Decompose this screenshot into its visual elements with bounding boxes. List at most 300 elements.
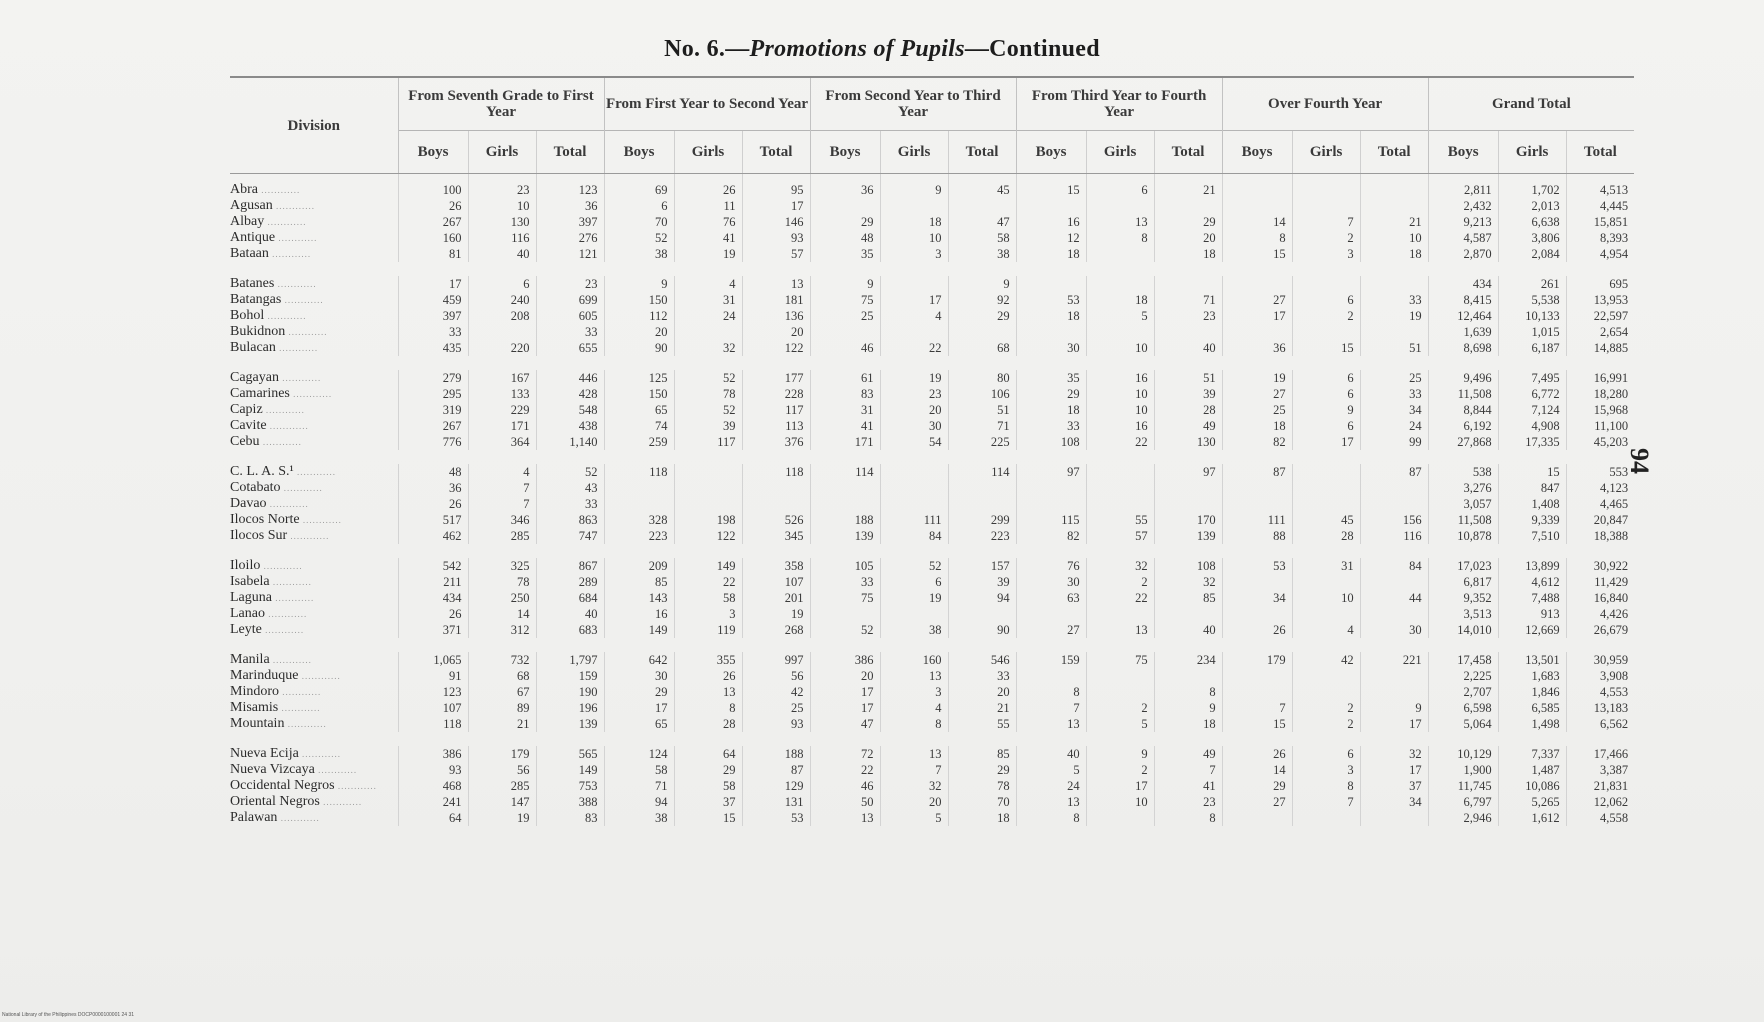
table-cell: 355 xyxy=(674,652,742,668)
table-cell: 78 xyxy=(674,386,742,402)
table-cell: 85 xyxy=(948,746,1016,762)
table-cell: 18 xyxy=(1016,308,1086,324)
table-cell: 157 xyxy=(948,558,1016,574)
table-cell: 113 xyxy=(742,418,810,434)
table-cell: 82 xyxy=(1016,528,1086,544)
table-cell: 48 xyxy=(398,464,468,480)
leader-dots: ............ xyxy=(278,703,321,713)
table-cell xyxy=(468,324,536,340)
table-cell: 12,669 xyxy=(1498,622,1566,638)
table-cell xyxy=(1292,324,1360,340)
table-cell: 15 xyxy=(674,810,742,826)
division-label: Cagayan xyxy=(230,370,279,385)
table-cell: 75 xyxy=(810,590,880,606)
table-cell: 8 xyxy=(1086,230,1154,246)
table-cell: 18 xyxy=(1154,246,1222,262)
table-cell xyxy=(1292,276,1360,292)
table-cell: 179 xyxy=(468,746,536,762)
table-cell: 105 xyxy=(810,558,880,574)
table-cell: 28 xyxy=(1154,402,1222,418)
table-cell: 3,806 xyxy=(1498,230,1566,246)
table-cell: 49 xyxy=(1154,418,1222,434)
table-cell: 6,772 xyxy=(1498,386,1566,402)
table-cell: 4,954 xyxy=(1566,246,1634,262)
table-cell: 3 xyxy=(1292,246,1360,262)
table-cell xyxy=(1360,668,1428,684)
table-cell: 93 xyxy=(398,762,468,778)
table-cell: 10 xyxy=(1086,340,1154,356)
table-cell: 3 xyxy=(674,606,742,622)
table-cell: 6,638 xyxy=(1498,214,1566,230)
table-row xyxy=(230,716,1634,732)
table-row xyxy=(230,700,1634,716)
leader-dots: ............ xyxy=(261,625,305,635)
table-cell: 95 xyxy=(742,174,810,199)
table-cell: 913 xyxy=(1498,606,1566,622)
table-cell: 181 xyxy=(742,292,810,308)
table-cell: 51 xyxy=(1154,370,1222,386)
table-cell: 90 xyxy=(604,340,674,356)
table-cell: 1,797 xyxy=(536,652,604,668)
table-cell: 41 xyxy=(1154,778,1222,794)
table-cell: 2,084 xyxy=(1498,246,1566,262)
table-cell: 7,337 xyxy=(1498,746,1566,762)
table-row xyxy=(230,214,1634,230)
division-label: Leyte xyxy=(230,622,262,637)
table-cell: 61 xyxy=(810,370,880,386)
table-cell: 462 xyxy=(398,528,468,544)
table-cell: 87 xyxy=(1360,464,1428,480)
table-cell: 14,885 xyxy=(1566,340,1634,356)
table-cell: 53 xyxy=(742,810,810,826)
table-cell: 46 xyxy=(810,340,880,356)
table-cell: 97 xyxy=(1016,464,1086,480)
table-row xyxy=(230,174,1634,199)
table-cell: 2 xyxy=(1086,574,1154,590)
subheader-total: Total xyxy=(1360,131,1428,174)
division-name xyxy=(230,214,398,230)
table-cell: 546 xyxy=(948,652,1016,668)
leader-dots: ............ xyxy=(264,609,308,619)
table-cell: 107 xyxy=(398,700,468,716)
table-cell: 67 xyxy=(468,684,536,700)
division-label: Marinduque xyxy=(230,668,299,683)
table-cell: 328 xyxy=(604,512,674,528)
table-cell: 22 xyxy=(1086,434,1154,450)
table-cell: 29 xyxy=(674,762,742,778)
table-cell: 15 xyxy=(1498,464,1566,480)
table-cell: 75 xyxy=(1086,652,1154,668)
table-cell: 19 xyxy=(674,246,742,262)
table-cell: 121 xyxy=(536,246,604,262)
table-cell: 70 xyxy=(948,794,1016,810)
table-cell xyxy=(1222,574,1292,590)
table-cell: 4,513 xyxy=(1566,174,1634,199)
table-cell: 45 xyxy=(948,174,1016,199)
table-cell xyxy=(1086,464,1154,480)
table-cell: 159 xyxy=(536,668,604,684)
division-header: Division xyxy=(230,77,398,174)
table-cell: 15 xyxy=(1292,340,1360,356)
table-cell: 32 xyxy=(674,340,742,356)
table-cell xyxy=(674,496,742,512)
table-cell: 2 xyxy=(1292,700,1360,716)
table-cell xyxy=(1222,668,1292,684)
table-cell: 221 xyxy=(1360,652,1428,668)
table-cell: 143 xyxy=(604,590,674,606)
table-cell: 10 xyxy=(1086,386,1154,402)
leader-dots: ............ xyxy=(266,499,309,509)
table-cell: 117 xyxy=(742,402,810,418)
group-spacer xyxy=(230,450,1634,464)
table-cell xyxy=(1360,174,1428,199)
table-row xyxy=(230,308,1634,324)
table-cell: 131 xyxy=(742,794,810,810)
table-cell: 39 xyxy=(674,418,742,434)
division-label: Laguna xyxy=(230,590,272,605)
table-row xyxy=(230,652,1634,668)
table-cell: 30 xyxy=(880,418,948,434)
table-cell xyxy=(1154,198,1222,214)
table-cell xyxy=(1086,810,1154,826)
table-cell: 40 xyxy=(1154,340,1222,356)
table-cell: 43 xyxy=(536,480,604,496)
table-cell: 19 xyxy=(742,606,810,622)
table-cell: 69 xyxy=(604,174,674,199)
table-cell: 41 xyxy=(810,418,880,434)
table-cell xyxy=(880,324,948,340)
table-cell: 76 xyxy=(674,214,742,230)
table-cell: 14 xyxy=(1222,214,1292,230)
group-spacer xyxy=(230,544,1634,558)
table-cell: 56 xyxy=(742,668,810,684)
division-label: Misamis xyxy=(230,700,279,715)
table-cell: 20 xyxy=(604,324,674,340)
table-row xyxy=(230,746,1634,762)
table-cell: 11,745 xyxy=(1428,778,1498,794)
division-label: Mindoro xyxy=(230,684,279,699)
table-cell xyxy=(1016,606,1086,622)
table-cell: 6 xyxy=(604,198,674,214)
table-cell: 83 xyxy=(536,810,604,826)
table-cell xyxy=(1360,324,1428,340)
table-cell: 35 xyxy=(810,246,880,262)
table-cell: 17 xyxy=(1292,434,1360,450)
table-cell: 13 xyxy=(1086,214,1154,230)
division-label: Cavite xyxy=(230,418,267,433)
division-label: Nueva Ecija xyxy=(230,746,299,761)
table-cell: 2 xyxy=(1292,308,1360,324)
division-label: Bataan xyxy=(230,246,269,261)
subheader-total: Total xyxy=(536,131,604,174)
table-cell: 9,496 xyxy=(1428,370,1498,386)
table-cell: 136 xyxy=(742,308,810,324)
table-cell: 295 xyxy=(398,386,468,402)
table-cell: 80 xyxy=(948,370,1016,386)
table-cell xyxy=(1086,496,1154,512)
table-cell: 87 xyxy=(742,762,810,778)
division-label: Nueva Vizcaya xyxy=(230,762,315,777)
table-cell xyxy=(1086,684,1154,700)
division-label: Cebu xyxy=(230,434,260,449)
table-cell: 47 xyxy=(948,214,1016,230)
table-cell: 517 xyxy=(398,512,468,528)
division-name xyxy=(230,700,398,716)
table-cell xyxy=(1016,198,1086,214)
table-cell xyxy=(1222,276,1292,292)
table-cell: 65 xyxy=(604,402,674,418)
table-cell: 6 xyxy=(1292,370,1360,386)
table-cell: 39 xyxy=(1154,386,1222,402)
table-cell xyxy=(1292,574,1360,590)
table-cell xyxy=(810,480,880,496)
table-cell: 52 xyxy=(536,464,604,480)
table-cell: 26 xyxy=(674,174,742,199)
table-cell: 642 xyxy=(604,652,674,668)
leader-dots: ............ xyxy=(274,279,317,289)
table-cell xyxy=(1222,606,1292,622)
table-cell xyxy=(1222,198,1292,214)
table-cell xyxy=(880,480,948,496)
division-name xyxy=(230,606,398,622)
table-cell: 1,015 xyxy=(1498,324,1566,340)
table-cell: 19 xyxy=(468,810,536,826)
table-cell: 32 xyxy=(1086,558,1154,574)
leader-dots: ............ xyxy=(287,531,330,541)
table-cell: 10 xyxy=(1086,402,1154,418)
group-header-second-to-third: From Second Year to Third Year xyxy=(810,77,1016,131)
table-cell: 4 xyxy=(880,700,948,716)
table-cell: 3,908 xyxy=(1566,668,1634,684)
table-cell: 228 xyxy=(742,386,810,402)
table-cell: 7 xyxy=(1154,762,1222,778)
table-cell: 114 xyxy=(948,464,1016,480)
table-cell: 31 xyxy=(1292,558,1360,574)
table-cell: 40 xyxy=(1154,622,1222,638)
table-cell: 364 xyxy=(468,434,536,450)
table-cell: 22 xyxy=(1086,590,1154,606)
table-cell: 97 xyxy=(1154,464,1222,480)
table-cell: 6 xyxy=(1292,746,1360,762)
table-cell: 8 xyxy=(1292,778,1360,794)
table-cell: 8,844 xyxy=(1428,402,1498,418)
table-cell: 468 xyxy=(398,778,468,794)
table-cell: 27 xyxy=(1222,794,1292,810)
table-cell: 27 xyxy=(1222,292,1292,308)
table-cell: 1,846 xyxy=(1498,684,1566,700)
table-cell: 57 xyxy=(742,246,810,262)
table-cell: 388 xyxy=(536,794,604,810)
table-row xyxy=(230,778,1634,794)
division-name xyxy=(230,308,398,324)
table-cell: 19 xyxy=(1222,370,1292,386)
division-name xyxy=(230,810,398,826)
table-cell: 68 xyxy=(468,668,536,684)
table-cell: 40 xyxy=(1016,746,1086,762)
group-header-seventh-to-first: From Seventh Grade to First Year xyxy=(398,77,604,131)
table-cell: 8 xyxy=(880,716,948,732)
table-cell: 93 xyxy=(742,716,810,732)
table-cell: 2,870 xyxy=(1428,246,1498,262)
table-cell: 13,183 xyxy=(1566,700,1634,716)
table-cell: 125 xyxy=(604,370,674,386)
table-cell: 150 xyxy=(604,292,674,308)
table-cell: 34 xyxy=(1360,402,1428,418)
table-cell xyxy=(948,480,1016,496)
table-cell xyxy=(810,496,880,512)
table-cell: 87 xyxy=(1222,464,1292,480)
table-cell: 6,598 xyxy=(1428,700,1498,716)
table-cell: 18 xyxy=(1086,292,1154,308)
table-cell: 93 xyxy=(742,230,810,246)
table-cell: 241 xyxy=(398,794,468,810)
table-cell xyxy=(1086,276,1154,292)
table-cell: 10 xyxy=(1292,590,1360,606)
table-cell: 7,124 xyxy=(1498,402,1566,418)
table-cell: 78 xyxy=(468,574,536,590)
table-cell: 2,225 xyxy=(1428,668,1498,684)
table-cell xyxy=(1222,324,1292,340)
division-name xyxy=(230,418,398,434)
table-cell: 112 xyxy=(604,308,674,324)
table-cell: 5,538 xyxy=(1498,292,1566,308)
subheader-girls: Girls xyxy=(1498,131,1566,174)
table-cell: 6,797 xyxy=(1428,794,1498,810)
table-row xyxy=(230,512,1634,528)
table-cell: 1,612 xyxy=(1498,810,1566,826)
table-cell: 10 xyxy=(1086,794,1154,810)
leader-dots: ............ xyxy=(280,483,323,493)
table-cell: 18 xyxy=(1016,246,1086,262)
table-cell: 28 xyxy=(674,716,742,732)
table-cell: 58 xyxy=(604,762,674,778)
leader-dots: ............ xyxy=(284,719,327,729)
table-cell: 285 xyxy=(468,778,536,794)
table-cell: 29 xyxy=(948,762,1016,778)
table-cell: 150 xyxy=(604,386,674,402)
table-cell: 74 xyxy=(604,418,674,434)
table-cell: 268 xyxy=(742,622,810,638)
group-header-over-fourth: Over Fourth Year xyxy=(1222,77,1428,131)
table-cell: 4,426 xyxy=(1566,606,1634,622)
table-cell: 18 xyxy=(1222,418,1292,434)
table-cell: 6 xyxy=(1292,386,1360,402)
table-cell: 3 xyxy=(880,246,948,262)
table-cell xyxy=(880,496,948,512)
table-cell: 19 xyxy=(1360,308,1428,324)
table-cell: 553 xyxy=(1566,464,1634,480)
table-cell xyxy=(880,606,948,622)
table-cell: 38 xyxy=(880,622,948,638)
table-cell: 12 xyxy=(1016,230,1086,246)
table-cell: 13 xyxy=(810,810,880,826)
table-cell: 8,415 xyxy=(1428,292,1498,308)
division-label: Oriental Negros xyxy=(230,794,320,809)
table-cell: 83 xyxy=(810,386,880,402)
table-cell: 57 xyxy=(1086,528,1154,544)
division-name xyxy=(230,276,398,292)
table-cell: 997 xyxy=(742,652,810,668)
table-cell: 18 xyxy=(880,214,948,230)
table-cell: 17 xyxy=(1360,762,1428,778)
table-cell: 20 xyxy=(810,668,880,684)
table-cell xyxy=(810,198,880,214)
table-cell: 3 xyxy=(1292,762,1360,778)
table-cell: 1,702 xyxy=(1498,174,1566,199)
table-cell: 8 xyxy=(674,700,742,716)
table-cell: 267 xyxy=(398,418,468,434)
table-cell: 2,811 xyxy=(1428,174,1498,199)
table-cell: 53 xyxy=(1222,558,1292,574)
leader-dots: ............ xyxy=(262,405,305,415)
table-cell: 4,123 xyxy=(1566,480,1634,496)
table-cell xyxy=(1086,246,1154,262)
table-cell: 7 xyxy=(1222,700,1292,716)
table-cell: 7 xyxy=(1016,700,1086,716)
table-cell: 39 xyxy=(948,574,1016,590)
table-cell: 24 xyxy=(1360,418,1428,434)
table-cell: 160 xyxy=(880,652,948,668)
table-cell: 114 xyxy=(810,464,880,480)
table-cell: 15 xyxy=(1222,716,1292,732)
table-cell: 7 xyxy=(468,480,536,496)
table-cell: 38 xyxy=(604,810,674,826)
table-cell: 71 xyxy=(1154,292,1222,308)
table-cell: 22 xyxy=(810,762,880,778)
division-label: Batanes xyxy=(230,276,275,291)
table-cell: 847 xyxy=(1498,480,1566,496)
table-cell: 8 xyxy=(1016,684,1086,700)
table-cell: 54 xyxy=(880,434,948,450)
table-cell: 683 xyxy=(536,622,604,638)
table-cell xyxy=(1360,198,1428,214)
table-cell: 116 xyxy=(468,230,536,246)
leader-dots: ............ xyxy=(299,515,342,525)
table-cell: 45 xyxy=(1292,512,1360,528)
table-cell: 188 xyxy=(742,746,810,762)
table-cell: 119 xyxy=(674,622,742,638)
table-cell xyxy=(1222,810,1292,826)
table-cell: 29 xyxy=(948,308,1016,324)
table-cell: 11,100 xyxy=(1566,418,1634,434)
table-cell: 47 xyxy=(810,716,880,732)
subheader-girls: Girls xyxy=(1086,131,1154,174)
leader-dots: ............ xyxy=(269,655,312,665)
table-cell: 19 xyxy=(880,370,948,386)
division-name xyxy=(230,668,398,684)
table-cell: 30,959 xyxy=(1566,652,1634,668)
table-cell xyxy=(948,606,1016,622)
table-cell: 20,847 xyxy=(1566,512,1634,528)
table-cell: 16 xyxy=(604,606,674,622)
table-cell: 17 xyxy=(742,198,810,214)
leader-dots: ............ xyxy=(314,765,358,775)
table-cell: 24 xyxy=(674,308,742,324)
table-cell: 17 xyxy=(604,700,674,716)
table-cell xyxy=(1222,174,1292,199)
table-cell: 3 xyxy=(880,684,948,700)
table-cell: 526 xyxy=(742,512,810,528)
table-cell: 72 xyxy=(810,746,880,762)
table-cell: 21 xyxy=(948,700,1016,716)
table-cell: 13 xyxy=(1016,794,1086,810)
division-label: Bukidnon xyxy=(230,324,286,339)
table-cell: 4,553 xyxy=(1566,684,1634,700)
table-cell: 38 xyxy=(948,246,1016,262)
division-name xyxy=(230,794,398,810)
table-cell: 171 xyxy=(468,418,536,434)
table-cell: 94 xyxy=(604,794,674,810)
